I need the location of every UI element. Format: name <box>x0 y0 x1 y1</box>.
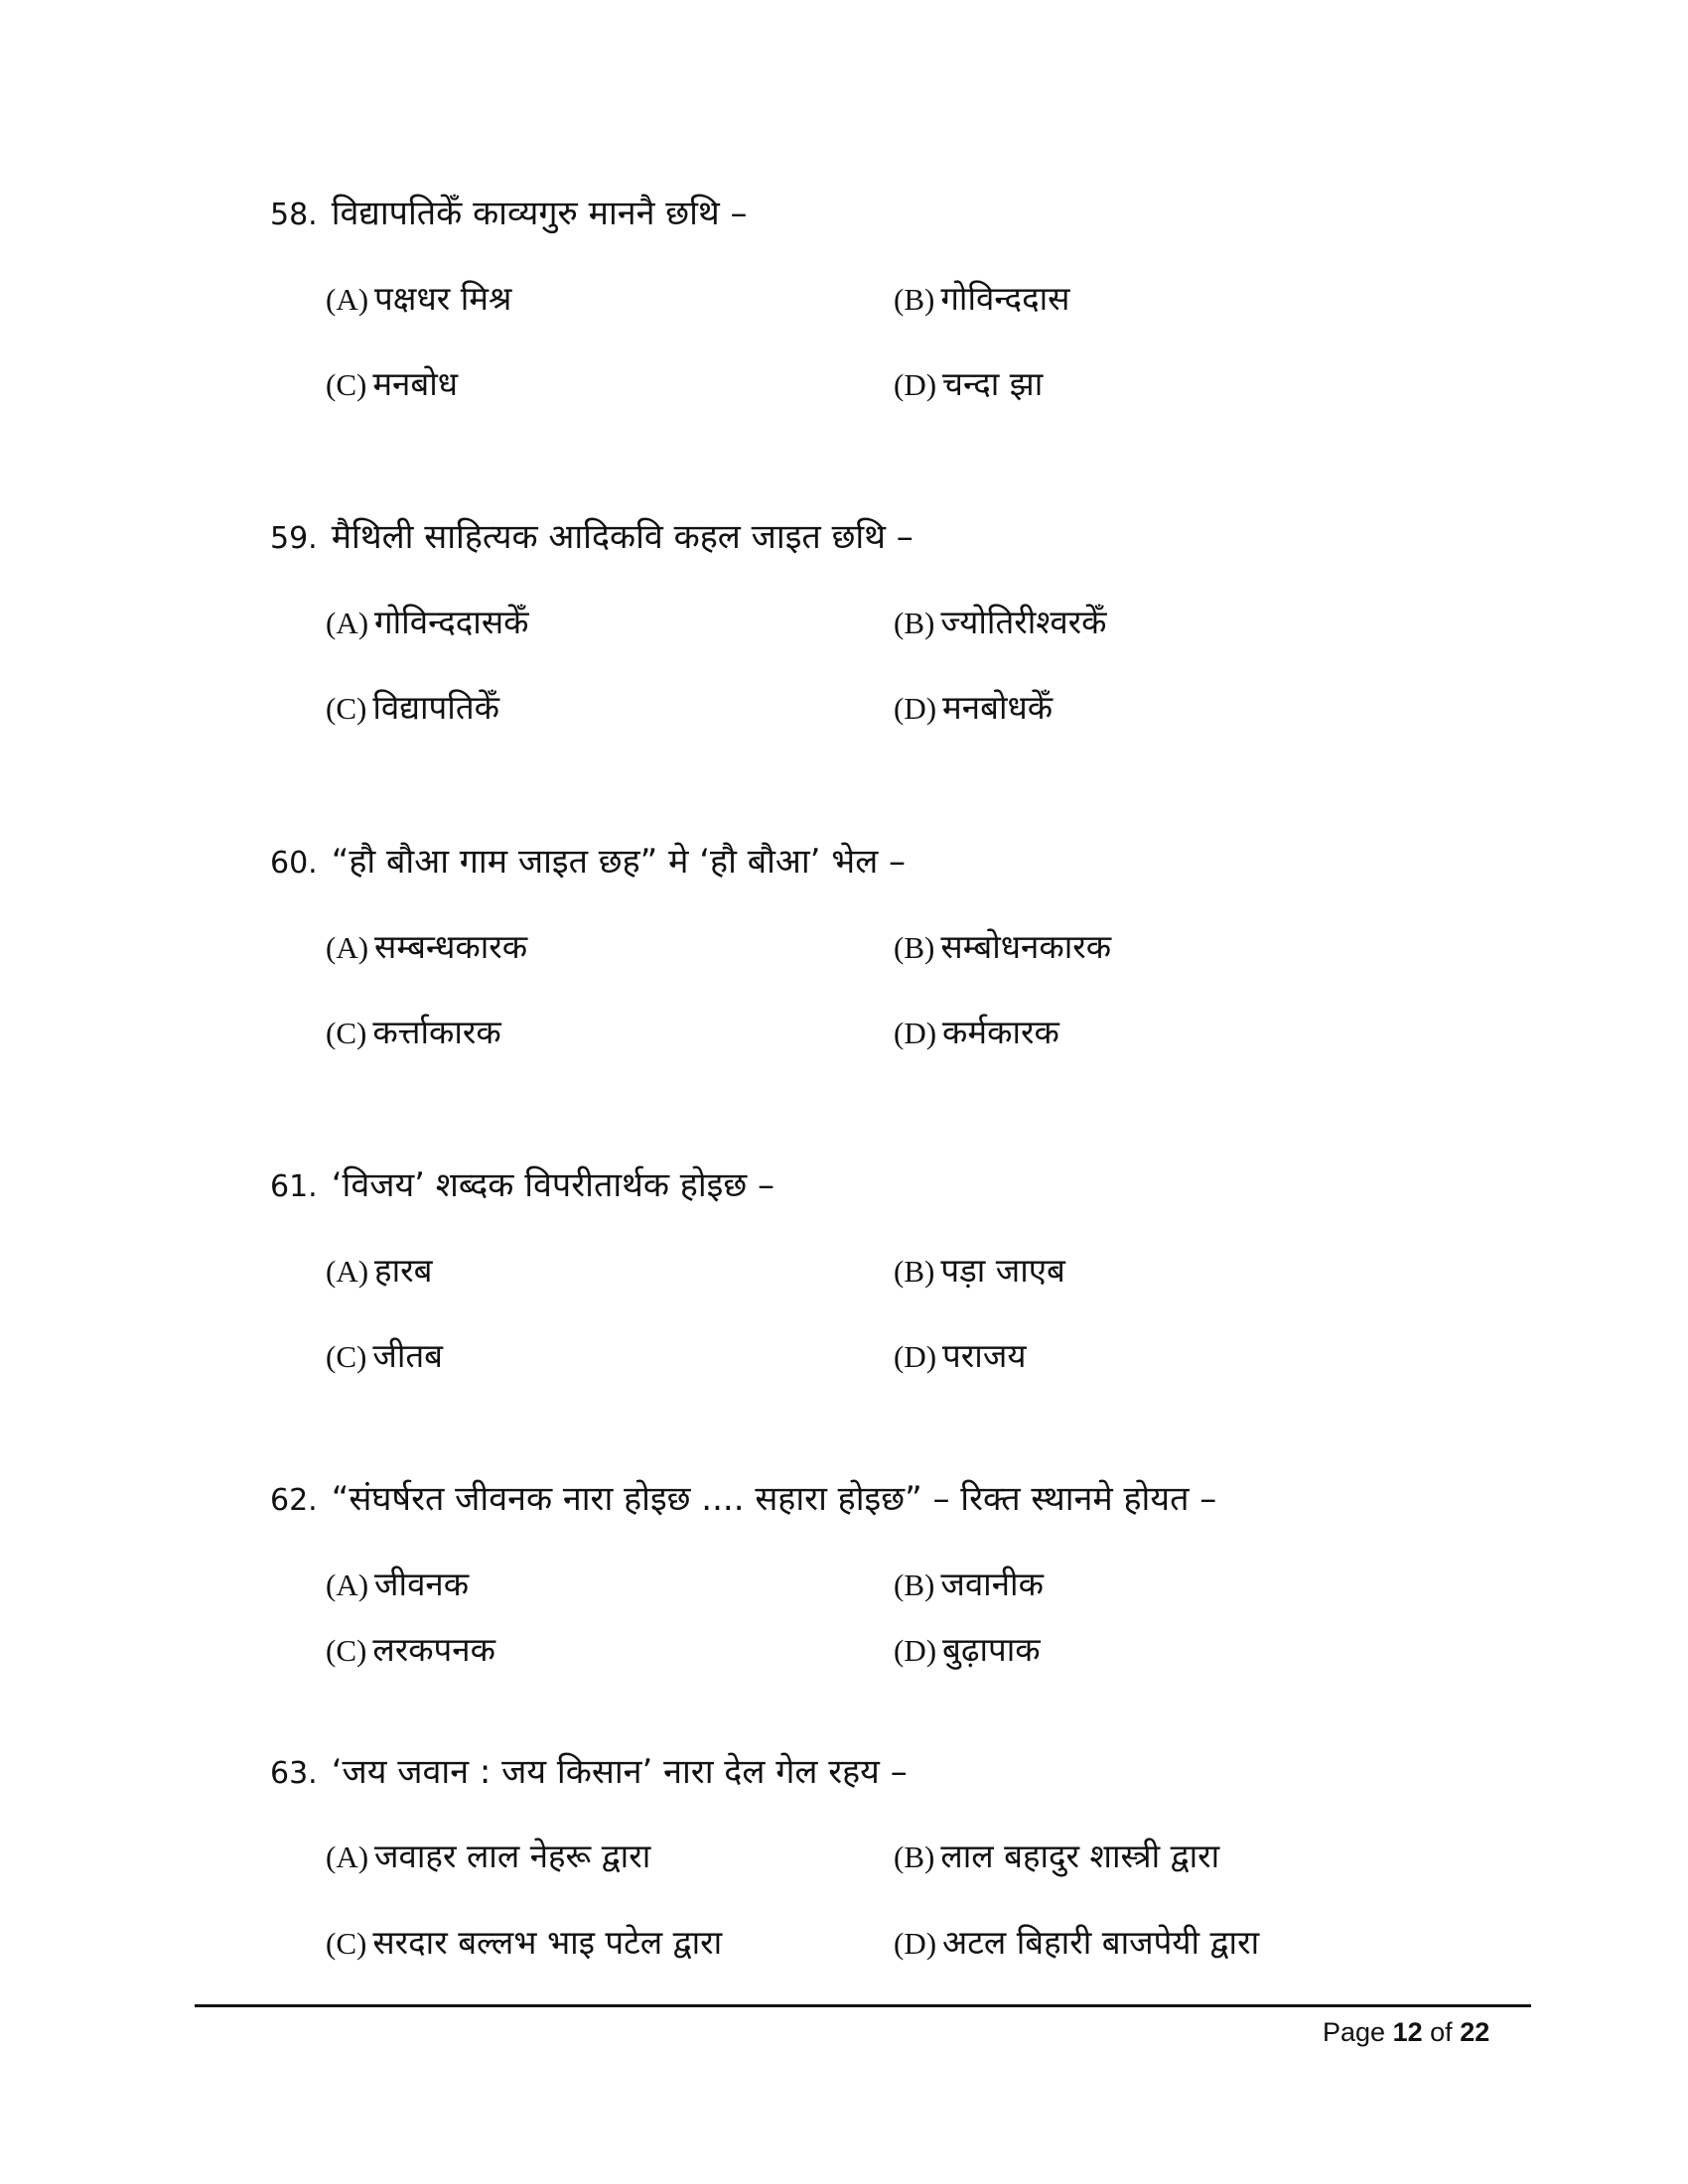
option-letter: (D) <box>894 367 937 402</box>
option-text: ज्योतिरीश्वरकेँ <box>940 603 1107 641</box>
option-letter: (B) <box>894 930 935 965</box>
question-stem <box>270 189 747 234</box>
option-text: पड़ा जाएब <box>940 1251 1065 1290</box>
question-number: 61. <box>270 1169 318 1204</box>
option-text: गोविन्ददासकेँ <box>374 603 529 641</box>
page-word: Page <box>1323 2017 1386 2047</box>
question-number: 58. <box>270 198 318 232</box>
option-a <box>326 1833 650 1877</box>
option-d <box>894 1626 1041 1671</box>
option-text: गोविन्ददास <box>940 279 1070 318</box>
option-letter: (D) <box>894 691 937 726</box>
option-text: पराजय <box>942 1336 1027 1375</box>
option-a <box>326 599 529 643</box>
question-text: “संघर्षरत जीवनक नारा होइछ .... सहारा होइछ” – रिक्त स्थानमे होयत – <box>331 1479 1217 1519</box>
question-stem <box>270 1160 774 1206</box>
option-letter: (C) <box>326 1926 367 1961</box>
option-c <box>326 1009 501 1053</box>
option-text: जीतब <box>372 1336 444 1375</box>
current-page: 12 <box>1392 2017 1423 2047</box>
question-number: 63. <box>270 1756 318 1791</box>
option-c <box>326 684 499 729</box>
option-letter: (B) <box>894 282 935 317</box>
option-letter: (B) <box>894 1254 935 1289</box>
option-text: सम्बन्धकारक <box>374 927 528 966</box>
question-number: 60. <box>270 846 318 881</box>
option-text: सरदार बल्लभ भाइ पटेल द्वारा <box>372 1923 723 1962</box>
option-text: मनबोध <box>372 364 459 403</box>
option-text: जीवनक <box>374 1565 470 1603</box>
option-d <box>894 360 1043 405</box>
question-text: “हौ बौआ गाम जाइत छह” मे ‘हौ बौआ’ भेल – <box>331 842 907 882</box>
option-text: जवानीक <box>940 1565 1044 1603</box>
total-pages: 22 <box>1460 2017 1490 2047</box>
option-d <box>894 1919 1259 1964</box>
page-number-footer <box>1323 2017 1489 2048</box>
option-letter: (C) <box>326 1016 367 1050</box>
question-stem <box>270 1474 1216 1520</box>
option-b <box>894 599 1107 643</box>
option-letter: (D) <box>894 1633 937 1668</box>
option-text: विद्यापतिकेँ <box>372 688 500 727</box>
option-text: लाल बहादुर शास्त्री द्वारा <box>940 1837 1220 1875</box>
question-text: विद्यापतिकेँ काव्यगुरु माननै छथि – <box>331 194 748 233</box>
question-text: ‘जय जवान : जय किसान’ नारा देल गेल रहय – <box>331 1752 908 1792</box>
option-letter: (D) <box>894 1926 937 1961</box>
option-c <box>326 360 458 405</box>
option-letter: (C) <box>326 367 367 402</box>
option-b <box>894 923 1111 968</box>
question-number: 59. <box>270 521 318 556</box>
option-letter: (A) <box>326 606 369 640</box>
option-text: जवाहर लाल नेहरू द्वारा <box>374 1837 651 1875</box>
option-c <box>326 1332 443 1377</box>
option-b <box>894 275 1069 320</box>
option-b <box>894 1561 1044 1605</box>
option-d <box>894 1332 1026 1377</box>
option-letter: (A) <box>326 1254 369 1289</box>
option-text: सम्बोधनकारक <box>940 927 1112 966</box>
question-stem <box>270 512 914 558</box>
option-text: हारब <box>374 1251 433 1290</box>
option-d <box>894 684 1053 729</box>
of-word: of <box>1430 2017 1453 2047</box>
footer-divider <box>195 2004 1531 2007</box>
option-c <box>326 1919 722 1964</box>
option-text: बुढ़ापाक <box>942 1630 1041 1669</box>
option-b <box>894 1833 1219 1877</box>
option-a <box>326 1561 469 1605</box>
question-stem <box>270 1747 908 1793</box>
option-text: अटल बिहारी बाजपेयी द्वारा <box>942 1923 1260 1962</box>
option-letter: (D) <box>894 1339 937 1374</box>
question-number: 62. <box>270 1483 318 1518</box>
option-letter: (B) <box>894 1568 935 1602</box>
option-c <box>326 1626 495 1671</box>
option-a <box>326 275 511 320</box>
option-a <box>326 923 527 968</box>
option-letter: (A) <box>326 930 369 965</box>
option-letter: (A) <box>326 1568 369 1602</box>
option-letter: (C) <box>326 691 367 726</box>
option-text: लरकपनक <box>372 1630 495 1669</box>
option-letter: (C) <box>326 1339 367 1374</box>
question-text: ‘विजय’ शब्दक विपरीतार्थक होइछ – <box>331 1165 774 1205</box>
option-b <box>894 1247 1065 1292</box>
option-letter: (B) <box>894 1840 935 1874</box>
option-text: मनबोधकेँ <box>942 688 1054 727</box>
option-letter: (A) <box>326 282 369 317</box>
option-letter: (C) <box>326 1633 367 1668</box>
option-text: चन्दा झा <box>942 364 1044 403</box>
option-text: पक्षधर मिश्र <box>374 279 512 318</box>
option-text: कर्मकारक <box>942 1013 1059 1051</box>
option-a <box>326 1247 432 1292</box>
option-d <box>894 1009 1059 1053</box>
question-text: मैथिली साहित्यक आदिकवि कहल जाइत छथि – <box>331 517 914 557</box>
option-text: कर्त्ताकारक <box>372 1013 501 1051</box>
question-stem <box>270 837 906 883</box>
option-letter: (B) <box>894 606 935 640</box>
option-letter: (A) <box>326 1840 369 1874</box>
option-letter: (D) <box>894 1016 937 1050</box>
